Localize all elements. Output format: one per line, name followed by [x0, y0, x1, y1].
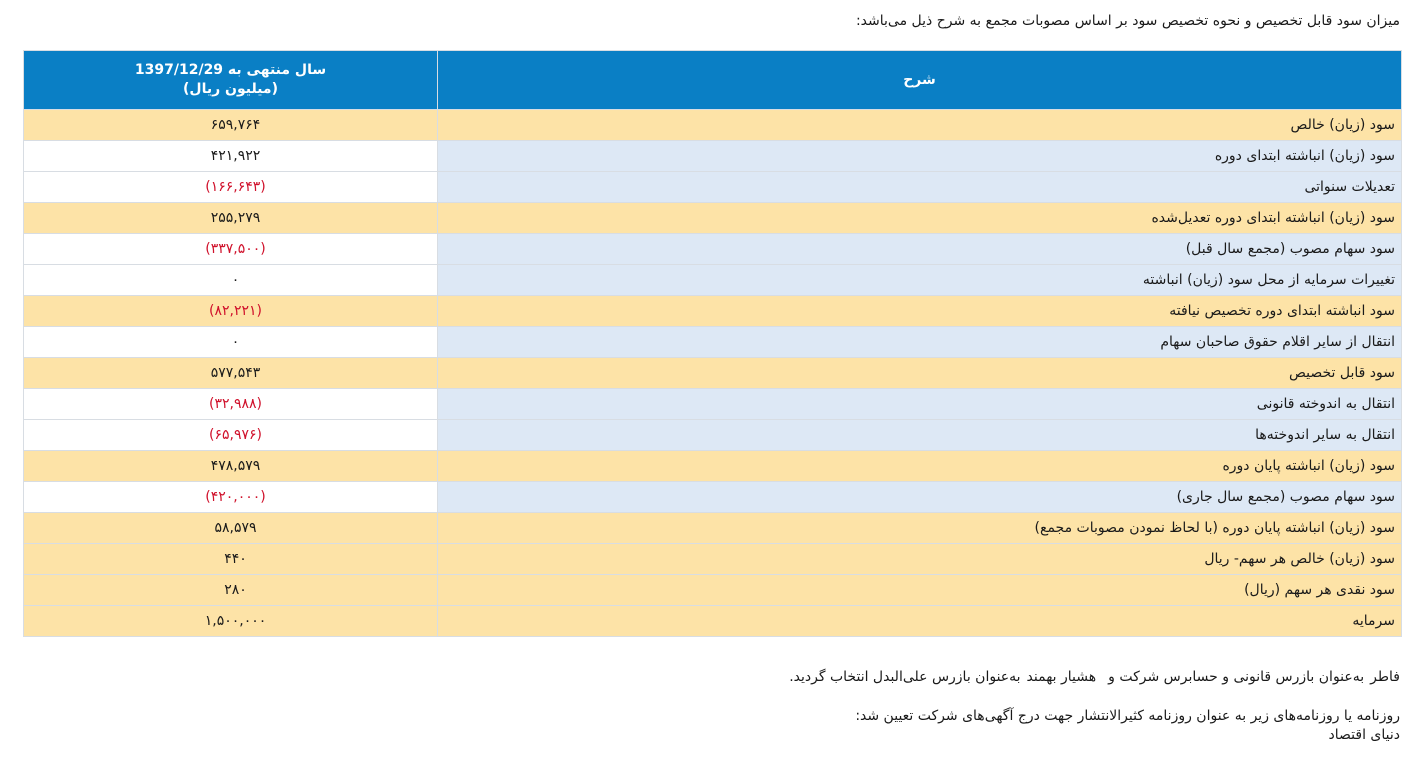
row-value: (۴۲۰,۰۰۰) — [205, 489, 266, 505]
table-row — [24, 327, 1402, 358]
row-value: ۴۷۸,۵۷۹ — [210, 458, 261, 474]
table-row — [24, 234, 1402, 265]
header-value-period: سال منتهی به 1397/12/29 — [134, 62, 327, 78]
row-value-cell — [24, 482, 438, 513]
row-value-cell — [24, 389, 438, 420]
legal-inspector-role: به‌عنوان بازرس قانونی و حسابرس شرکت و — [1108, 669, 1365, 685]
row-value-cell — [24, 327, 438, 358]
row-value-cell — [24, 544, 438, 575]
row-value: (۱۶۶,۶۴۳) — [205, 179, 266, 195]
row-description: انتقال به سایر اندوخته‌ها — [438, 420, 1402, 451]
row-description: سود (زیان) انباشته ابتدای دوره — [438, 141, 1402, 172]
header-value — [24, 51, 438, 110]
table-row — [24, 513, 1402, 544]
table-row — [24, 544, 1402, 575]
row-value-cell — [24, 265, 438, 296]
legal-inspector-name: فاطر — [1370, 669, 1400, 685]
row-value-cell — [24, 358, 438, 389]
newspaper-name: دنیای اقتصاد — [1328, 727, 1400, 743]
row-value: (۳۲,۹۸۸) — [209, 396, 262, 412]
row-description: تغییرات سرمایه از محل سود (زیان) انباشته — [438, 265, 1402, 296]
row-description: انتقال به اندوخته قانونی — [438, 389, 1402, 420]
table-row — [24, 482, 1402, 513]
row-description: سود (زیان) انباشته ابتدای دوره تعدیل‌شده — [438, 203, 1402, 234]
table-row — [24, 606, 1402, 637]
row-value: ۲۸۰ — [224, 582, 247, 598]
table-row — [24, 110, 1402, 141]
row-value: ۰ — [231, 272, 240, 288]
row-value-cell — [24, 420, 438, 451]
row-value-cell — [24, 234, 438, 265]
row-value: ۵۷۷,۵۴۳ — [210, 365, 261, 381]
row-value-cell — [24, 110, 438, 141]
alternate-inspector-name: هشیار بهمند — [1026, 669, 1097, 685]
row-description: سود (زیان) خالص هر سهم- ریال — [438, 544, 1402, 575]
row-value: (۶۵,۹۷۶) — [209, 427, 262, 443]
row-description: تعدیلات سنواتی — [438, 172, 1402, 203]
table-body — [24, 110, 1402, 637]
row-description: سود سهام مصوب (مجمع سال جاری) — [438, 482, 1402, 513]
row-value-cell — [24, 513, 438, 544]
table-row — [24, 420, 1402, 451]
row-description: سود (زیان) انباشته پایان دوره — [438, 451, 1402, 482]
row-value-cell — [24, 451, 438, 482]
row-value-cell — [24, 141, 438, 172]
row-value-cell — [24, 296, 438, 327]
table-row — [24, 389, 1402, 420]
inspectors-note — [789, 667, 1400, 687]
table-row — [24, 296, 1402, 327]
row-description: انتقال از سایر اقلام حقوق صاحبان سهام — [438, 327, 1402, 358]
row-value: ۲۵۵,۲۷۹ — [210, 210, 261, 226]
row-value-cell — [24, 203, 438, 234]
row-value-cell — [24, 606, 438, 637]
table-row — [24, 172, 1402, 203]
table-row — [24, 451, 1402, 482]
alternate-inspector-role: به‌عنوان بازرس علی‌البدل انتخاب گردید. — [789, 669, 1021, 685]
row-description: سود سهام مصوب (مجمع سال قبل) — [438, 234, 1402, 265]
row-value: ۵۸,۵۷۹ — [214, 520, 257, 536]
intro-text: میزان سود قابل تخصیص و نحوه تخصیص سود بر اساس مصوبات مجمع به شرح ذیل می‌باشد: — [855, 13, 1400, 29]
row-value: ۰ — [231, 334, 240, 350]
table-row — [24, 575, 1402, 606]
row-value-cell — [24, 575, 438, 606]
row-value-cell — [24, 172, 438, 203]
row-value: ۶۵۹,۷۶۴ — [210, 117, 261, 133]
row-value: ۴۴۰ — [224, 551, 247, 567]
table-row — [24, 141, 1402, 172]
row-description: سود نقدی هر سهم (ریال) — [438, 575, 1402, 606]
newspaper-intro: روزنامه یا روزنامه‌های زیر به عنوان روزنامه کثیرالانتشار جهت درج آگهی‌های شرکت تعیین شد: — [855, 708, 1400, 724]
row-description: سود (زیان) انباشته پایان دوره (با لحاظ نمودن مصوبات مجمع) — [438, 513, 1402, 544]
row-value: (۸۲,۲۲۱) — [209, 303, 262, 319]
table-row — [24, 203, 1402, 234]
header-description: شرح — [438, 51, 1402, 110]
row-description: سود قابل تخصیص — [438, 358, 1402, 389]
row-value: (۳۳۷,۵۰۰) — [205, 241, 266, 257]
row-description: سود (زیان) خالص — [438, 110, 1402, 141]
row-value: ۴۲۱,۹۲۲ — [210, 148, 261, 164]
table-row — [24, 358, 1402, 389]
row-description: سود انباشته ابتدای دوره تخصیص نیافته — [438, 296, 1402, 327]
table-header-row — [24, 51, 1402, 110]
header-value-unit: (میلیون ریال) — [183, 81, 278, 97]
profit-allocation-table — [23, 50, 1402, 637]
row-description: سرمایه — [438, 606, 1402, 637]
table-row — [24, 265, 1402, 296]
row-value: ۱,۵۰۰,۰۰۰ — [204, 613, 267, 629]
